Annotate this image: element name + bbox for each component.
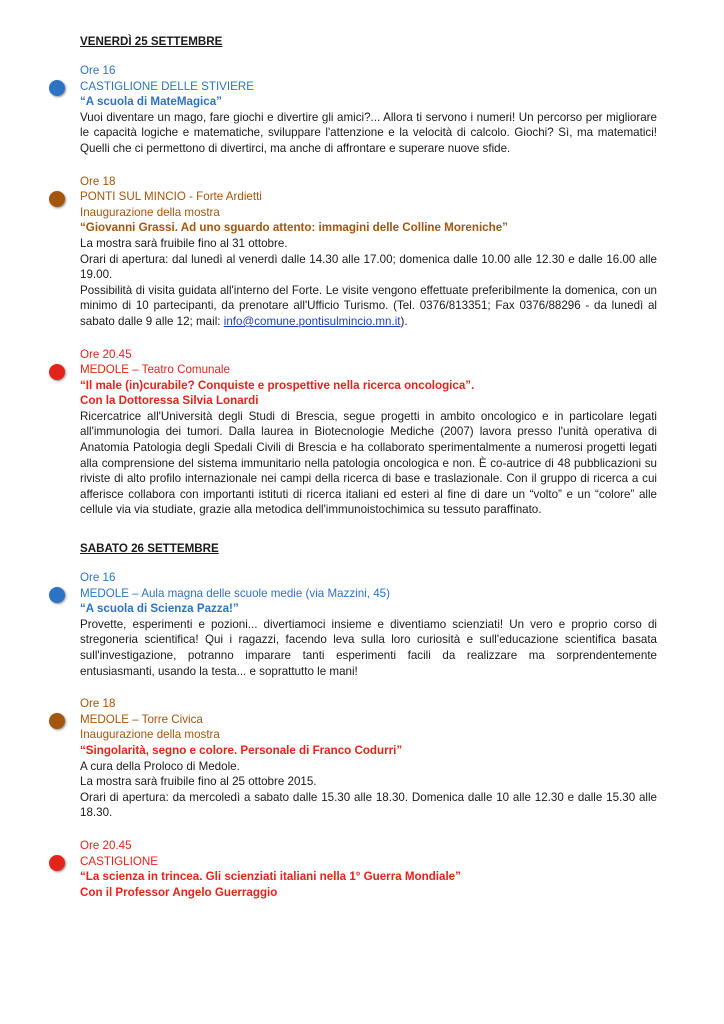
red-dot-icon: [49, 364, 65, 380]
event-title: “A scuola di MateMagica”: [80, 95, 222, 109]
event-block: [80, 347, 657, 519]
event-block: [80, 838, 657, 900]
event-host: Con la Dottoressa Silvia Lonardi: [80, 394, 259, 408]
event-subtitle: Inaugurazione della mostra: [80, 728, 220, 742]
event-place: CASTIGLIONE DELLE STIVIERE: [80, 79, 254, 93]
event-time: Ore 16: [80, 571, 116, 585]
document-page: [80, 34, 657, 917]
event-place: MEDOLE – Aula magna delle scuole medie (via Mazzini, 45): [80, 586, 390, 600]
event-detail-text: Possibilità di visita guidata all'interno del Forte. Le visite vengono effettuate preferibilmente la domenica, con un minimo di 10 partecipanti, da prenotare all'Ufficio Turismo. (Tel. 0376/813351; Fax 0376/88296 - da lunedì al sabato dalle 9 alle 12; mail:: [80, 283, 657, 328]
event-host: Con il Professor Angelo Guerraggio: [80, 885, 278, 899]
day-section: [80, 541, 657, 900]
email-suffix: ).: [400, 314, 408, 328]
event-title: “A scuola di Scienza Pazza!”: [80, 602, 239, 616]
red-dot-icon: [49, 855, 65, 871]
event-title: “Singolarità, segno e colore. Personale di Franco Codurri”: [80, 743, 403, 757]
event-detail: La mostra sarà fruibile fino al 25 ottobre 2015.: [80, 775, 317, 789]
event-place: CASTIGLIONE: [80, 854, 158, 868]
event-description: Ricercatrice all'Università degli Studi di Brescia, segue progetti in ambito oncologico e in particolare legati all'immunologia dei tumori. Dalla laurea in Biotecnologie Mediche (2007) lavora presso l'unità operativa di Anatomia Patologia degli Spedali Civili di Brescia e ha collaborato sperimentalmente a numerosi progetti legati alla comprensione del sistema immunitario nella patologia oncologica e non. È co-autrice di 48 pubblicazioni su riviste di alto profilo internazionale nei campi della ricerca di base e traslazionale. Con il gruppo di ricerca a cui afferisce collabora con importanti istituti di ricerca italiani ed esteri al fine di dare un “volto” e un “colore” alle cellule via via studiate, grazie alla metodica dell'immunoistochimica su tessuto paraffinato.: [80, 409, 657, 517]
event-detail: A cura della Proloco di Medole.: [80, 759, 240, 773]
event-detail: [80, 283, 657, 330]
event-subtitle: Inaugurazione della mostra: [80, 205, 220, 219]
event-block: [80, 174, 657, 330]
event-title: “La scienza in trincea. Gli scienziati italiani nella 1° Guerra Mondiale”: [80, 870, 461, 884]
event-place: PONTI SUL MINCIO - Forte Ardietti: [80, 190, 262, 204]
event-place: MEDOLE – Torre Civica: [80, 712, 203, 726]
blue-dot-icon: [49, 587, 65, 603]
event-detail: La mostra sarà fruibile fino al 31 ottobre.: [80, 236, 288, 250]
event-detail: Orari di apertura: da mercoledì a sabato dalle 15.30 alle 18.30. Domenica dalle 10 alle 12.30 e dalle 15.30 alle 18.30.: [80, 790, 657, 820]
brown-dot-icon: [49, 191, 65, 207]
event-description: Vuoi diventare un mago, fare giochi e divertire gli amici?... Allora ti servono i numeri! Un percorso per migliorare le capacità logiche e matematiche, sviluppare l'attenzione e la velocità di calcolo. Giochi? Sì, ma matematici! Quelli che ci permettono di divertirci, ma anche di affrontare e superare nuove sfide.: [80, 110, 657, 155]
day-section: [80, 34, 657, 518]
event-time: Ore 18: [80, 697, 116, 711]
event-time: Ore 20.45: [80, 347, 132, 361]
event-block: [80, 570, 657, 679]
day-heading: VENERDÌ 25 SETTEMBRE: [80, 35, 223, 48]
brown-dot-icon: [49, 713, 65, 729]
event-block: [80, 63, 657, 157]
event-detail: Orari di apertura: dal lunedì al venerdì dalle 14.30 alle 17.00; domenica dalle 10.00 alle 12.30 e dalle 16.00 alle 19.00.: [80, 252, 657, 282]
day-heading: SABATO 26 SETTEMBRE: [80, 542, 219, 556]
event-title: “Il male (in)curabile? Conquiste e prospettive nella ricerca oncologica”.: [80, 378, 475, 392]
event-description: Provette, esperimenti e pozioni... divertiamoci insieme e diventiamo scienziati! Un vero e proprio corso di stregoneria scientifica! Qui i ragazzi, facendo leva sulla loro curiosità e sull'educazione scientifica basata sull'investigazione, potranno imparare tanti esperimenti facili da realizzare ma sorprendentemente entusiasmanti, usando la testa... e soprattutto le mani!: [80, 617, 657, 678]
blue-dot-icon: [49, 80, 65, 96]
event-time: Ore 18: [80, 174, 116, 188]
event-block: [80, 696, 657, 821]
event-place: MEDOLE – Teatro Comunale: [80, 363, 230, 377]
email-link[interactable]: info@comune.pontisulmincio.mn.it: [223, 314, 401, 328]
event-time: Ore 20.45: [80, 838, 132, 852]
event-title: “Giovanni Grassi. Ad uno sguardo attento: immagini delle Colline Moreniche”: [80, 221, 508, 235]
event-time: Ore 16: [80, 64, 116, 77]
